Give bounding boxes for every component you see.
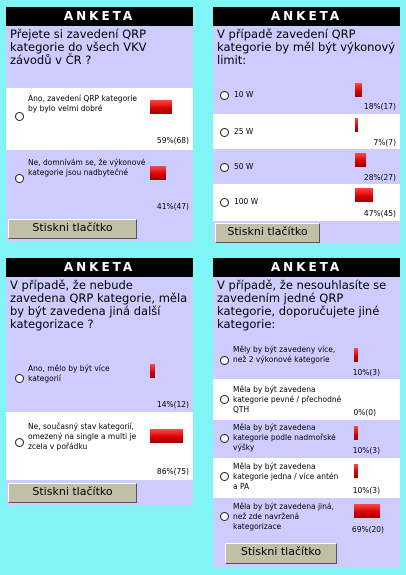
poll-option[interactable] [213,114,400,149]
option-label: 100 W [234,197,259,206]
option-label: 50 W [234,162,254,171]
poll-panel-3 [6,258,193,506]
poll-option[interactable] [213,342,400,379]
submit-button[interactable]: Stiskni tlačítko [8,483,137,503]
poll-option[interactable] [6,350,193,412]
result-bar [355,153,366,167]
radio-button[interactable] [220,356,229,365]
result-bar [150,429,183,443]
option-label: Měla by být zavedena kategorie pevné / přechodné QTH [233,385,342,414]
submit-button[interactable]: Stiskni tlačítko [215,223,320,243]
radio-button[interactable] [15,112,24,121]
poll-option[interactable] [213,81,400,114]
option-label: Ne, současný stav kategorií, omezený na single a multi je zcela v pořádku [28,422,137,451]
poll-option[interactable] [213,498,400,540]
submit-button[interactable]: Stiskni tlačítko [8,219,137,239]
option-label: Měla by být zavedena kategorie jedna / více antén a PA [233,462,339,491]
poll-option[interactable] [6,412,193,480]
result-bar [150,100,172,114]
radio-button[interactable] [220,198,229,207]
poll-option[interactable] [213,184,400,221]
result-percent: 7%(7) [373,138,396,147]
result-percent: 0%(0) [353,408,376,417]
result-percent: 10%(3) [352,368,380,377]
option-label: Ano, zavedení QRP kategorie by bylo velmi dobré [28,94,137,113]
radio-button[interactable] [220,512,229,521]
poll-header: ANKETA [213,7,400,26]
radio-button[interactable] [220,434,229,443]
poll-option[interactable] [213,379,400,420]
poll-option[interactable] [213,458,400,498]
result-bar [150,166,166,180]
result-bar [355,118,358,132]
result-bar [355,188,373,202]
poll-panel-4 [213,258,400,568]
result-percent: 69%(20) [351,525,384,534]
option-label: Měly by být zavedeny více, než 2 výkonové kategorie [233,345,336,364]
poll-question: V případě zavedení QRP kategorie by měl být výkonový limit: [217,27,396,67]
radio-button[interactable] [15,174,24,183]
result-percent: 10%(3) [352,486,380,495]
option-label: Ano, mělo by být více kategorií [28,364,110,383]
radio-button[interactable] [15,438,24,447]
radio-button[interactable] [220,395,229,404]
result-bar [354,504,380,518]
option-label: Ne, domnívám se, že výkonové kategorie jsou nadbytečné [28,158,146,177]
submit-button[interactable]: Stiskni tlačítko [225,543,337,564]
result-bar [354,348,358,362]
poll-option[interactable] [213,149,400,184]
result-percent: 59%(68) [156,136,189,145]
poll-option[interactable] [6,88,193,150]
result-percent: 10%(3) [352,446,380,455]
poll-question: Přejete si zavedení QRP kategorie do všech VKV závodů v ČR ? [10,27,147,67]
option-label: Měla by být zavedena jiná, než zde navržená kategorizace [233,502,334,531]
option-label: Měla by být zavedena kategorie podle nadmořské výšky [233,423,336,452]
result-percent: 18%(17) [363,102,396,111]
option-label: 10 W [234,90,254,99]
radio-button[interactable] [220,91,229,100]
result-percent: 28%(27) [363,173,396,182]
result-bar [354,464,358,478]
radio-button[interactable] [15,374,24,383]
result-bar [355,83,362,97]
poll-header: ANKETA [6,7,193,26]
result-bar [354,426,358,440]
result-percent: 14%(12) [156,400,189,409]
option-label: 25 W [234,127,254,136]
poll-question: V případě, že nesouhlasíte se zavedením jedné QRP kategorie, doporučujete jiné kategorie: [217,278,387,331]
result-percent: 47%(45) [363,209,396,218]
result-percent: 86%(75) [156,467,189,476]
poll-panel-2 [213,7,400,243]
radio-button[interactable] [220,163,229,172]
poll-header: ANKETA [213,258,400,277]
result-bar [150,364,155,378]
poll-option[interactable] [213,420,400,458]
radio-button[interactable] [220,472,229,481]
radio-button[interactable] [220,128,229,137]
poll-header: ANKETA [6,258,193,277]
poll-panel-1 [6,7,193,242]
poll-question: V případě, že nebude zavedena QRP kategorie, měla by být zavedena jiná další kategorizace ? [10,278,188,331]
poll-option[interactable] [6,150,193,216]
result-percent: 41%(47) [156,202,189,211]
